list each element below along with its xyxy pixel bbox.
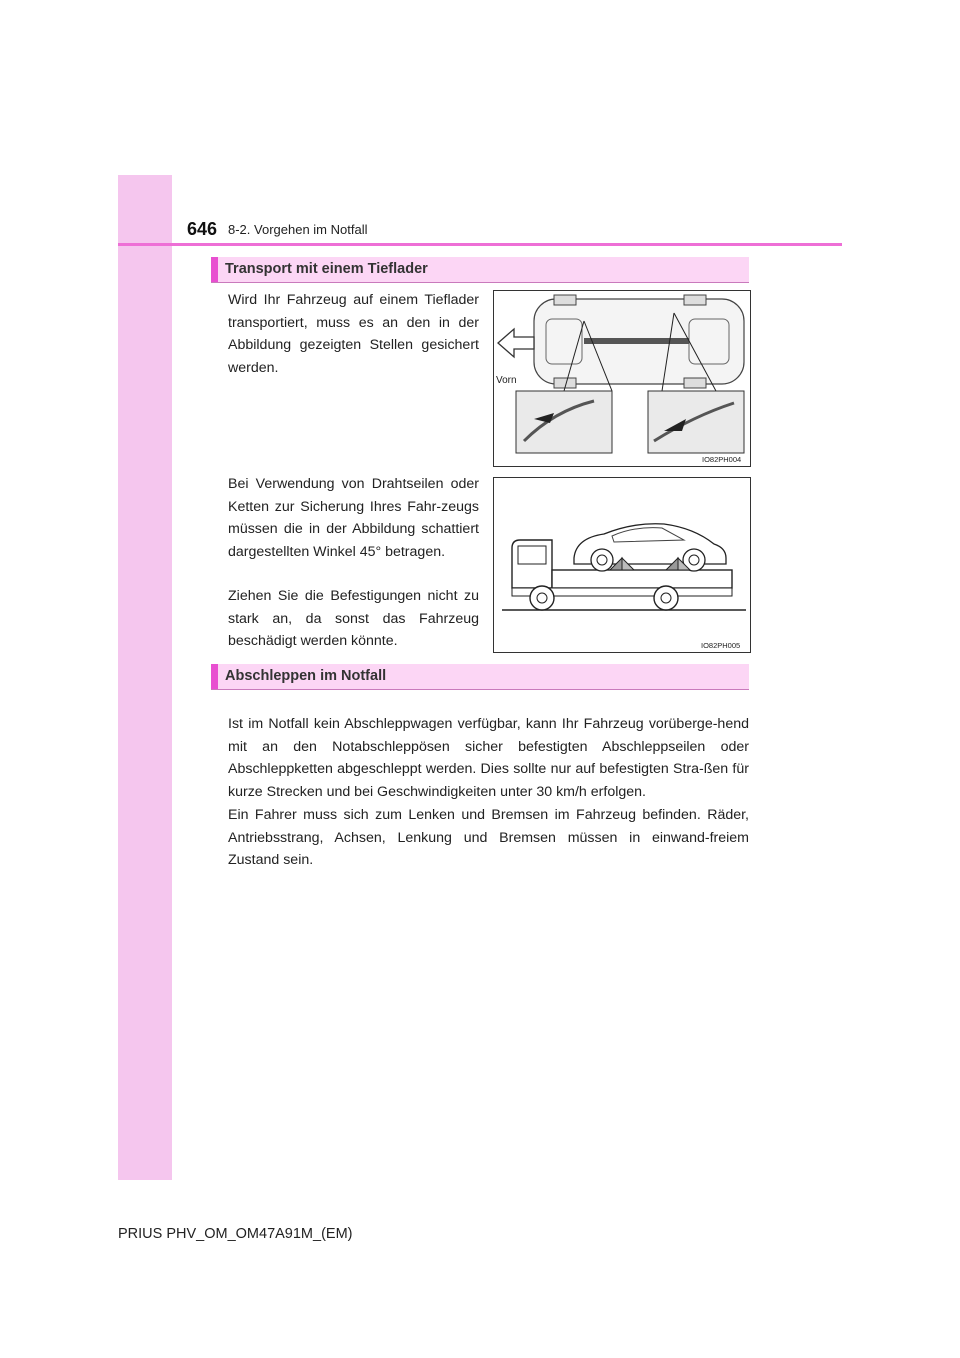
section-heading-towing — [211, 664, 749, 690]
underbody-illustration — [494, 291, 750, 466]
paragraph-transport-1: Wird Ihr Fahrzeug auf einem Tieflader transportiert, muss es an den in der Abbildung gezeigten Stellen gesichert werden. — [228, 292, 479, 376]
paragraph-towing-1: Ist im Notfall kein Abschleppwagen verfügbar, kann Ihr Fahrzeug vorüberge-hend mit an den Notabschleppösen sicher befestigten Abschleppseilen oder Abschleppketten abgeschleppt werden. Dies sollte nur auf befestigten Stra-ßen für kurze Strecken und bei Geschwindigkeiten unter 30 km/h erfolgen. — [228, 716, 749, 800]
section-title: Transport mit einem Tieflader — [225, 261, 428, 277]
paragraph-towing-2: Ein Fahrer muss sich zum Lenken und Bremsen im Fahrzeug befinden. Räder, Antriebsstrang, Achsen, Lenkung und Bremsen müssen in einwand-freiem Zustand sein. — [228, 807, 749, 868]
section-accent — [211, 664, 218, 689]
paragraph-transport-2: Bei Verwendung von Drahtseilen oder Ketten zur Sicherung Ihres Fahr-zeugs müssen die in der Abbildung schattiert dargestellten Winkel 45° betragen. — [228, 476, 479, 560]
flatbed-illustration — [494, 478, 750, 652]
chapter-title: 8-2. Vorgehen im Notfall — [228, 222, 368, 237]
figure-tie-down-points — [493, 290, 751, 467]
document-code: PRIUS PHV_OM_OM47A91M_(EM) — [118, 1226, 353, 1242]
header-rule — [118, 243, 842, 246]
paragraph-transport-3: Ziehen Sie die Befestigungen nicht zu stark an, da sonst das Fahrzeug beschädigt werden könnte. — [228, 588, 479, 649]
chapter-side-band — [118, 175, 172, 1180]
section-accent — [211, 257, 218, 282]
front-label: Vorn — [496, 375, 517, 386]
section-title: Abschleppen im Notfall — [225, 668, 387, 684]
figure-flatbed-truck — [493, 477, 751, 653]
page-number: 646 — [187, 219, 218, 239]
figure-code: IO82PH005 — [701, 641, 741, 650]
section-heading-transport — [211, 257, 749, 283]
figure-code: IO82PH004 — [702, 455, 742, 464]
